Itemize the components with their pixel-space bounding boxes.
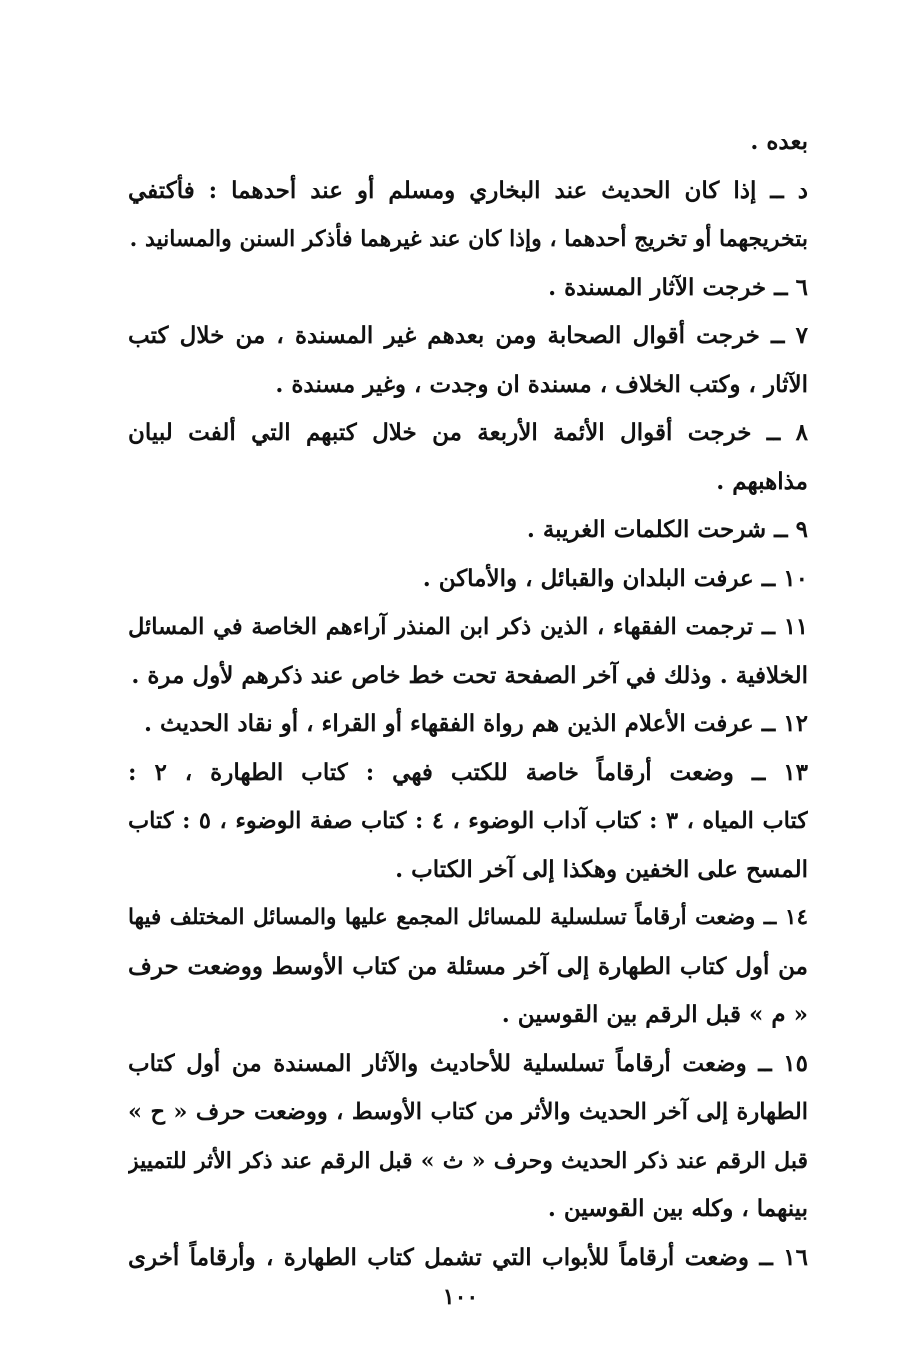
text-line: ٨ ــ خرجت أقوال الأئمة الأربعة من خلال كتبهم التي ألفت لبيان (128, 419, 808, 446)
text-line: د ــ إذا كان الحديث عند البخاري ومسلم أو عند أحدهما : فأكتفي (128, 176, 808, 204)
body-text (128, 118, 808, 1282)
text-line: مذاهبهم . (716, 467, 808, 495)
text-line: الخلافية . وذلك في آخر الصفحة تحت خط خاص عند ذكرهم لأول مرة . (131, 661, 808, 689)
text-line: الطهارة إلى آخر الحديث والأثر من كتاب الأوسط ، ووضعت حرف « ح » (128, 1099, 808, 1125)
text-line: ١٤ ــ وضعت أرقاماً تسلسلية للمسائل المجمع عليها والمسائل المختلف فيها (128, 905, 808, 930)
text-line: ١٠ ــ عرفت البلدان والقبائل ، والأماكن . (422, 564, 808, 592)
text-line: ١١ ــ ترجمت الفقهاء ، الذين ذكر ابن المنذر آراءهم الخاصة في المسائل (128, 614, 808, 640)
text-line: ١٣ ــ وضعت أرقاماً خاصة للكتب فهي : كتاب الطهارة ، ٢ : (128, 758, 808, 786)
text-line: المسح على الخفين وهكذا إلى آخر الكتاب . (395, 855, 808, 883)
text-line: من أول كتاب الطهارة إلى آخر مسئلة من كتاب الأوسط ووضعت حرف (128, 952, 808, 980)
text-line: ١٢ ــ عرفت الأعلام الذين هم رواة الفقهاء أو القراء ، أو نقاد الحديث . (144, 710, 808, 737)
text-line: بعده . (750, 128, 808, 155)
text-line: ١٥ ــ وضعت أرقاماً تسلسلية للأحاديث والآثار المسندة من أول كتاب (128, 1049, 808, 1077)
text-line: ٧ ــ خرجت أقوال الصحابة ومن بعدهم غير المسندة ، من خلال كتب (128, 322, 808, 349)
text-line: ٩ ــ شرحت الكلمات الغريبة . (526, 516, 808, 543)
text-line: كتاب المياه ، ٣ : كتاب آداب الوضوء ، ٤ : كتاب صفة الوضوء ، ٥ : كتاب (128, 808, 808, 834)
text-line: بينهما ، وكله بين القوسين . (547, 1195, 808, 1222)
text-line: ٦ ــ خرجت الآثار المسندة . (548, 273, 808, 301)
text-line: الآثار ، وكتب الخلاف ، مسندة ان وجدت ، وغير مسندة . (275, 370, 808, 398)
text-line: « م » قبل الرقم بين القوسين . (501, 1001, 808, 1028)
text-line: ١٦ ــ وضعت أرقاماً للأبواب التي تشمل كتاب الطهارة ، وأرقاماً أخرى (128, 1243, 808, 1271)
page-number: ١٠٠ (442, 1284, 479, 1310)
text-line: بتخريجهما أو تخريج أحدهما ، وإذا كان عند غيرهما فأذكر السنن والمسانيد . (129, 226, 808, 252)
text-line: قبل الرقم عند ذكر الحديث وحرف « ث » قبل الرقم عند ذكر الأثر للتمييز (128, 1147, 808, 1174)
